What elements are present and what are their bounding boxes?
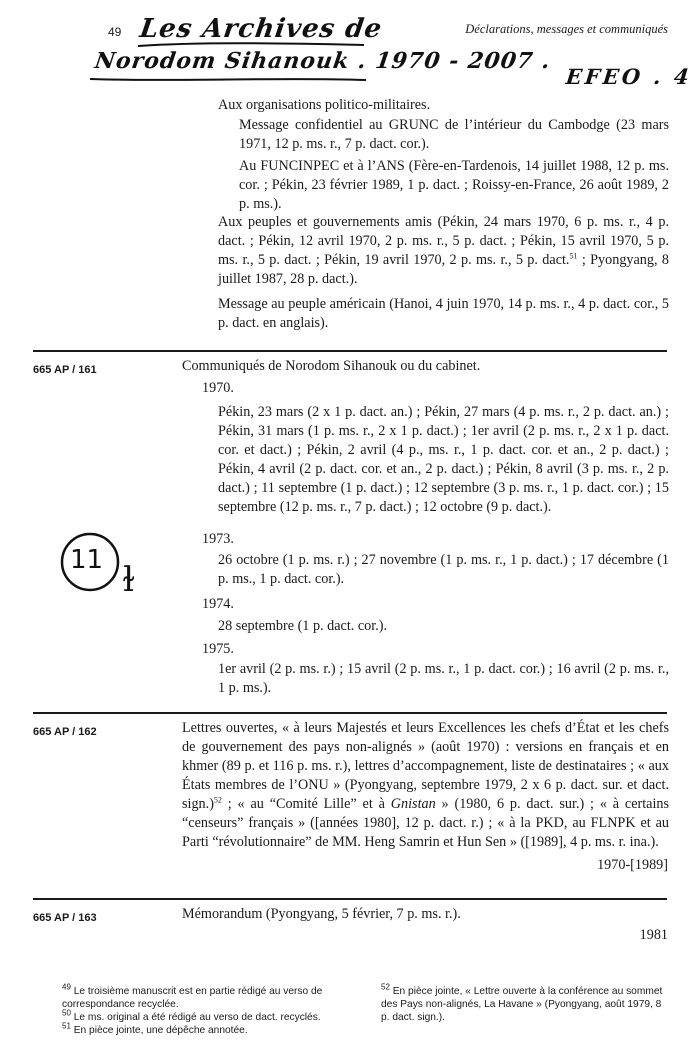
divider-163: [33, 898, 667, 900]
footnote-ref-51: 51: [569, 251, 578, 261]
fn-text: En pièce jointe, « Lettre ouverte à la conférence au sommet des Pays non-alignés, La Havane » (Pyongyang, août 1979, 8 p. dact. sign.).: [381, 986, 663, 1023]
year-1974: 1974.: [202, 596, 234, 612]
footnotes-left: [62, 982, 366, 1037]
entry-162-text: [182, 719, 669, 852]
fn-text: Le troisième manuscrit est en partie rédigé au verso de correspondance recyclée.: [62, 986, 323, 1010]
entry-162-date: 1970-[1989]: [597, 857, 668, 873]
divider-162: [33, 712, 667, 714]
page-number: 49: [108, 25, 122, 39]
footnote-50: [62, 1008, 366, 1024]
peoples-text: Aux peuples et gouvernements amis (Pékin, 24 mars 1970, 6 p. ms. r., 4 p. dact. ; Pékin, 12 avril 1970, 2 p. ms. r., 5 p. dact. ; Pékin, 15 avril 1970, 5 p. ms. r., 5 p. dact. ; Pékin, 19 avril 1970, 2 p. ms. r., 5 p. dact.: [218, 214, 669, 268]
fn-text: En pièce jointe, une dépêche annotée.: [73, 1025, 248, 1036]
org-heading: Aux organisations politico-militaires.: [218, 97, 431, 113]
fn-num: 51: [62, 1021, 71, 1031]
fn-num: 52: [381, 982, 390, 992]
entry-163-date: 1981: [639, 927, 668, 943]
cote-161: 665 AP / 161: [33, 364, 97, 376]
footnotes-right: [381, 982, 666, 1024]
fn-num: 50: [62, 1008, 71, 1018]
fn-text: Le ms. original a été rédigé au verso de dact. recyclés.: [73, 1012, 321, 1023]
annotation-number: 11: [70, 545, 104, 575]
entry-162-part1: Lettres ouvertes, « à leurs Majestés et leurs Excellences les chefs d’État et les chefs de gouvernement des pays non-alignés » (août 1970) : versions en français et en khmer (89 p. et 116 p. ms. r.), lettres d’accompagnement, liste de destinataires ; « aux États membres de l’ONU » (Pyongyang, septembre 1979, 2 x 6 p. dact. sur. et dact. sign.): [182, 720, 669, 812]
year-1975-text: 1er avril (2 p. ms. r.) ; 15 avril (2 p. ms. r., 1 p. dact. cor.) ; 16 avril (2 p. ms. r., 1 p. ms.).: [218, 661, 669, 696]
peoples-text-end: ; Pyongyang, 8 juillet 1987, 28 p. dact.).: [218, 252, 669, 287]
handwritten-archive-title: Les Archives de: [137, 14, 385, 44]
running-title: Déclarations, messages et communiqués: [465, 22, 668, 36]
year-1973: 1973.: [202, 531, 234, 547]
year-1970: 1970.: [202, 380, 234, 396]
funcinpec-message: Au FUNCINPEC et à l’ANS (Fère-en-Tardenois, 14 juillet 1988, 12 p. ms. cor. ; Pékin, 23 février 1989, 1 p. dact. ; Roissy-en-France, 26 août 1989, 2 p. ms.).: [239, 158, 669, 212]
footnote-52: [381, 982, 666, 1024]
handwritten-archive-subtitle: Norodom Sihanouk . 1970 - 2007 .: [93, 48, 553, 74]
cote-162: 665 AP / 162: [33, 726, 97, 738]
footnote-51: [62, 1021, 366, 1037]
cote-163: 665 AP / 163: [33, 912, 97, 924]
year-1973-text: 26 octobre (1 p. ms. r.) ; 27 novembre (1 p. ms. r., 1 p. dact.) ; 17 décembre (1 p. ms., 1 p. dact. cor.).: [218, 552, 669, 587]
year-1975: 1975.: [202, 641, 234, 657]
fn-num: 49: [62, 982, 71, 992]
entry-162-italic: Gnistan: [390, 796, 436, 812]
divider-161: [33, 350, 667, 352]
footnote-ref-52: 52: [213, 795, 222, 805]
handwritten-efeo: EFEO . 4: [564, 64, 694, 89]
entry-161-title: Communiqués de Norodom Sihanouk ou du cabinet.: [182, 358, 481, 374]
american-message: Message au peuple américain (Hanoi, 4 juin 1970, 14 p. ms. r., 4 p. dact. cor., 5 p. dact. en anglais).: [218, 296, 669, 331]
entry-163-text: Mémorandum (Pyongyang, 5 février, 7 p. ms. r.).: [182, 906, 461, 922]
annotation-mark: ɫ: [122, 560, 135, 600]
entry-162-part3: » (1980, 6 p. dact. sur.) ; « à certains “censeurs” français » ([années 1980], 12 p. dact. r.) ; « à la PKD, au FLNPK et au Parti “révolutionnaire” de MM. Heng Samrin et Hun Sen » ([1989], 4 p. ms. r. ina.).: [182, 796, 670, 850]
handwritten-underline-2: [88, 75, 368, 83]
grunc-message: Message confidentiel au GRUNC de l’intérieur du Cambodge (23 mars 1971, 12 p. ms. r., 7 p. dact. cor.).: [239, 117, 669, 152]
year-1974-text: 28 septembre (1 p. dact. cor.).: [218, 618, 388, 634]
peoples-message: [218, 213, 669, 289]
entry-162-part2: ; « au “Comité Lille” et à: [227, 796, 385, 812]
year-1970-text: Pékin, 23 mars (2 x 1 p. dact. an.) ; Pékin, 27 mars (4 p. ms. r., 2 p. dact. an.) ; Pékin, 31 mars (1 p. ms. r., 2 x 1 p. dact.) ; 1er avril (2 p. ms. r., 2 x 1 p. dact. cor. et dact.) ; Pékin, 2 avril (4 p., ms. r., 1 p. dact. cor. et an., 2 p. dact.) ; Pékin, 4 avril (2 p. dact. cor. et an., 2 p. dact.) ; Pékin, 8 avril (3 p. ms. r., 2 p. dact.) ; 11 septembre (1 p. dact.) ; 12 septembre (3 p. ms. r., 1 p. dact. cor.) ; 15 septembre (12 p. ms. r., 7 p. dact.) ; 12 octobre (9 p. dact.).: [218, 404, 669, 515]
footnote-49: [62, 982, 366, 1011]
